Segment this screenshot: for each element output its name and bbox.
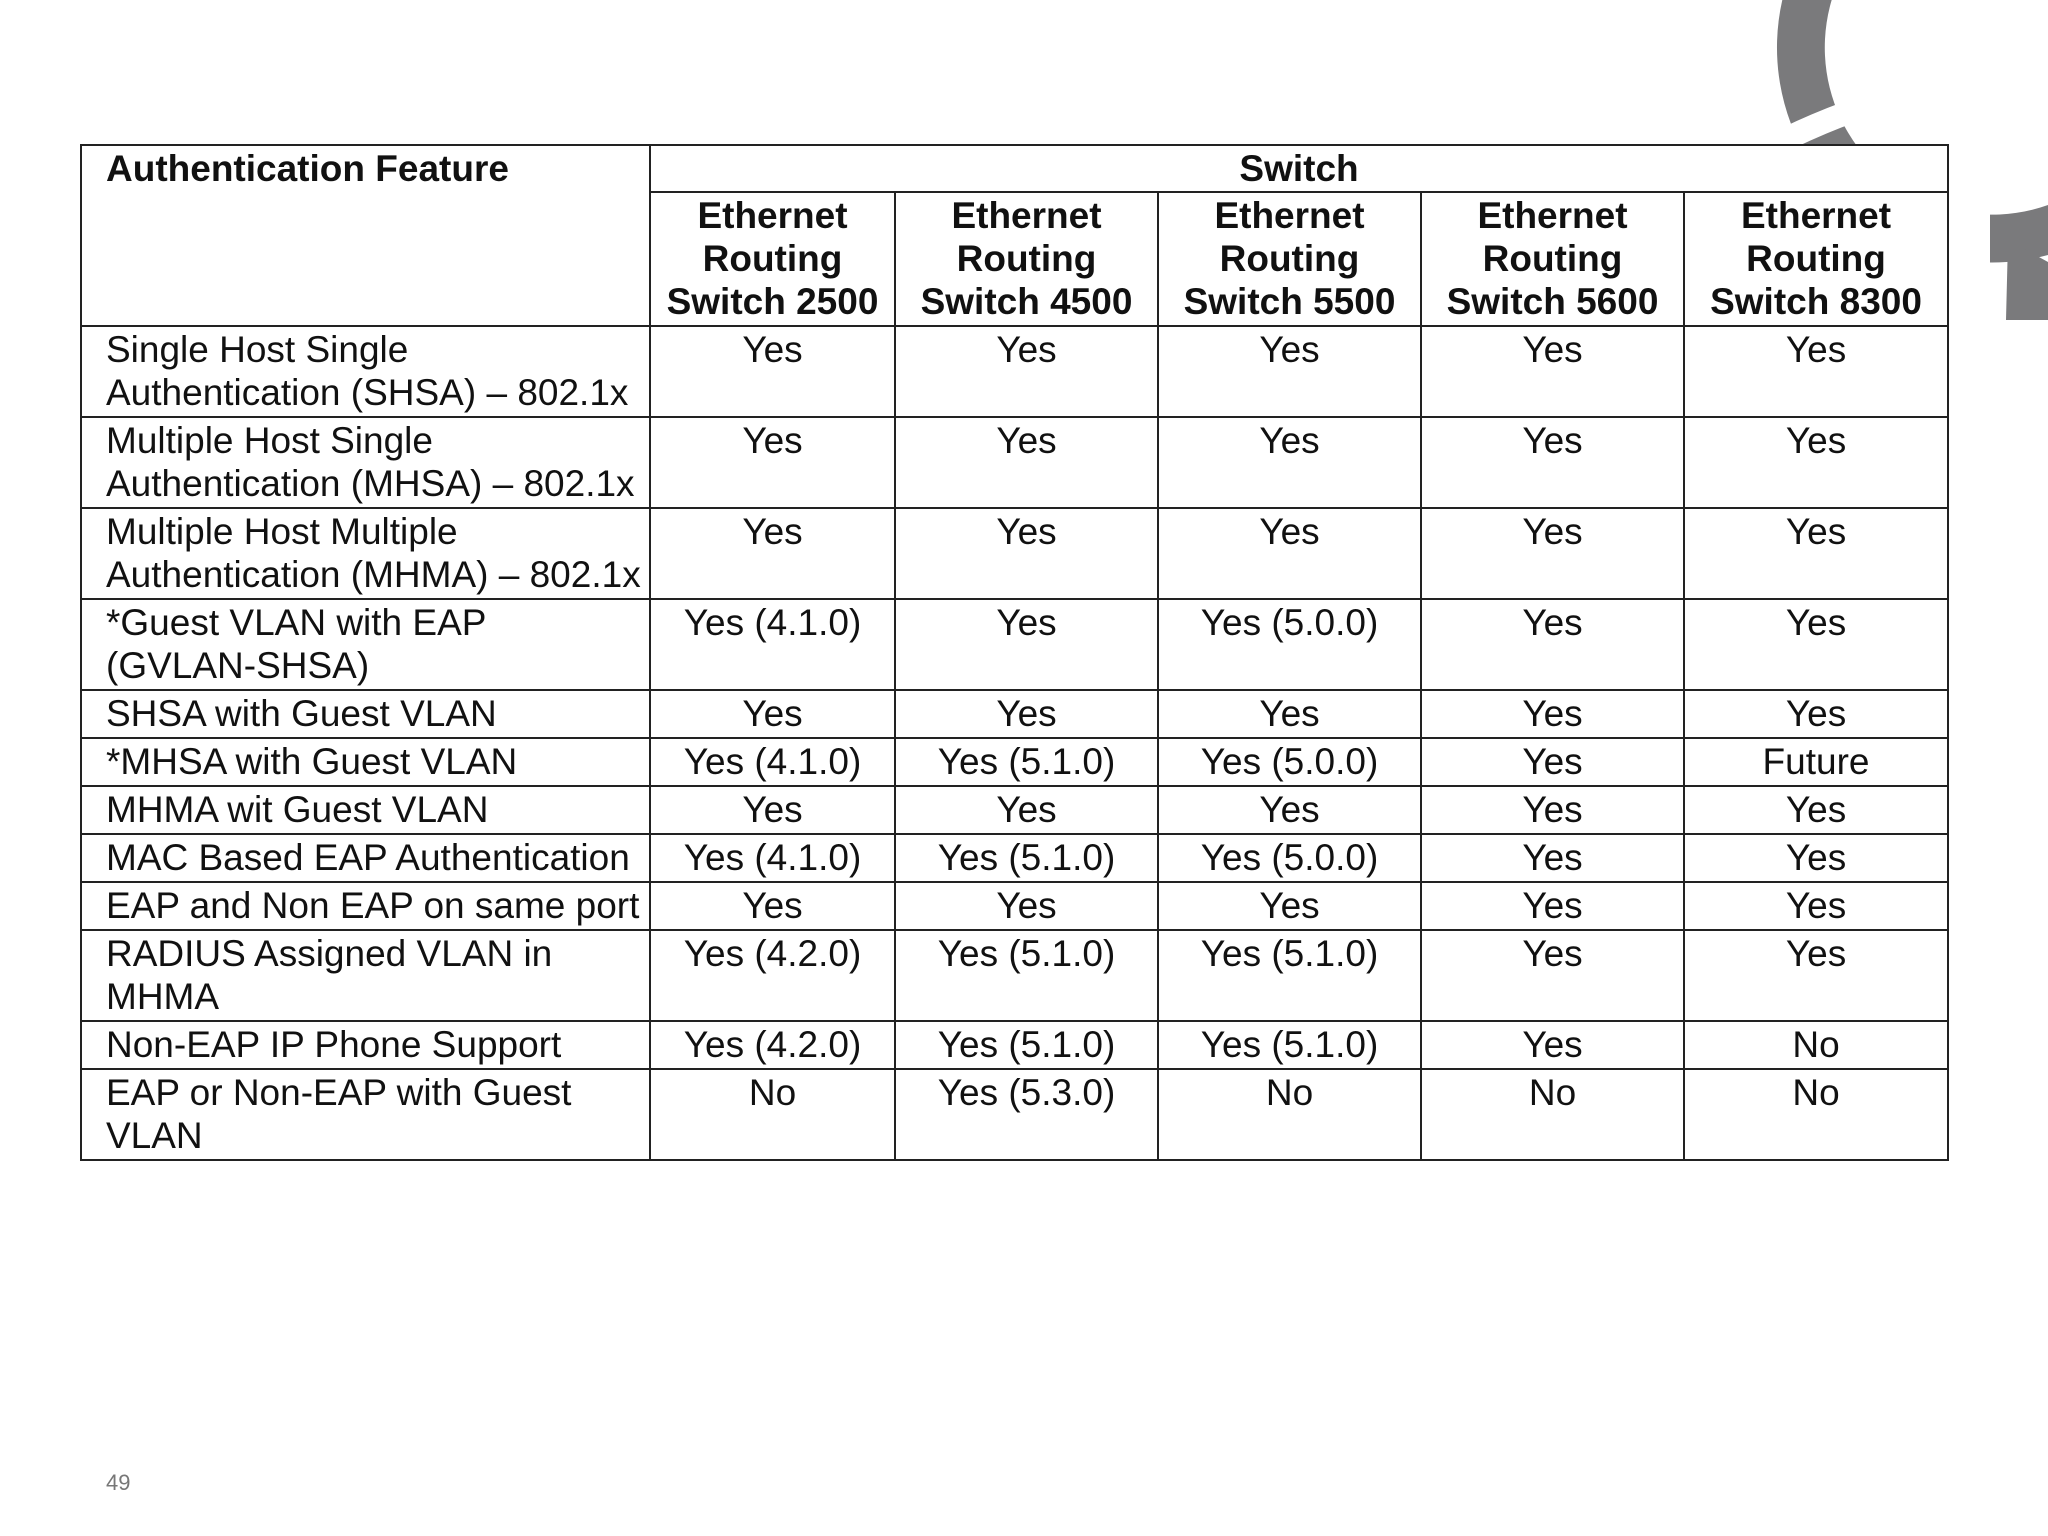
support-value-cell: Yes <box>1158 786 1421 834</box>
support-value-cell: Yes (5.1.0) <box>1158 1021 1421 1069</box>
table-row <box>81 326 1948 417</box>
support-value-cell: No <box>1158 1069 1421 1160</box>
feature-cell: EAP or Non-EAP with Guest VLAN <box>81 1069 650 1160</box>
support-value-cell: Yes <box>895 599 1158 690</box>
table-row <box>81 508 1948 599</box>
feature-cell: *MHSA with Guest VLAN <box>81 738 650 786</box>
support-value-cell: Yes <box>1158 417 1421 508</box>
support-value-cell: Yes (5.1.0) <box>895 930 1158 1021</box>
support-value-cell: No <box>1684 1021 1948 1069</box>
feature-cell: EAP and Non EAP on same port <box>81 882 650 930</box>
support-value-cell: Yes <box>1421 417 1684 508</box>
support-value-cell: Yes <box>1684 599 1948 690</box>
support-value-cell: Yes (4.2.0) <box>650 1021 895 1069</box>
feature-cell: MAC Based EAP Authentication <box>81 834 650 882</box>
table-row <box>81 690 1948 738</box>
table-row <box>81 882 1948 930</box>
support-value-cell: No <box>650 1069 895 1160</box>
switch-model-header: Ethernet Routing Switch 8300 <box>1684 192 1948 326</box>
support-value-cell: Yes (5.1.0) <box>895 834 1158 882</box>
support-value-cell: Yes <box>1421 1021 1684 1069</box>
support-value-cell: Yes (5.1.0) <box>895 1021 1158 1069</box>
table-row <box>81 930 1948 1021</box>
support-value-cell: Yes (5.0.0) <box>1158 599 1421 690</box>
switch-group-header: Switch <box>650 145 1948 192</box>
switch-model-header: Ethernet Routing Switch 4500 <box>895 192 1158 326</box>
support-value-cell: Yes <box>1421 930 1684 1021</box>
support-value-cell: Yes <box>895 690 1158 738</box>
support-value-cell: Yes <box>1684 786 1948 834</box>
support-value-cell: Yes <box>1421 738 1684 786</box>
support-value-cell: Yes <box>1158 690 1421 738</box>
support-value-cell: Yes <box>895 417 1158 508</box>
page-number: 49 <box>106 1470 131 1495</box>
authentication-feature-table-container <box>80 144 1950 1389</box>
support-value-cell: Yes <box>1158 326 1421 417</box>
support-value-cell: Yes <box>1421 882 1684 930</box>
table-row <box>81 786 1948 834</box>
feature-cell: SHSA with Guest VLAN <box>81 690 650 738</box>
support-value-cell: Yes (5.1.0) <box>895 738 1158 786</box>
support-value-cell: Yes <box>1421 834 1684 882</box>
support-value-cell: Yes <box>1421 690 1684 738</box>
switch-model-header: Ethernet Routing Switch 2500 <box>650 192 895 326</box>
support-value-cell: Yes <box>895 786 1158 834</box>
support-value-cell: Yes <box>650 690 895 738</box>
feature-cell: RADIUS Assigned VLAN in MHMA <box>81 930 650 1021</box>
support-value-cell: Yes (4.1.0) <box>650 738 895 786</box>
feature-cell: Single Host Single Authentication (SHSA) – 802.1x <box>81 326 650 417</box>
support-value-cell: Yes <box>650 786 895 834</box>
switch-model-header: Ethernet Routing Switch 5500 <box>1158 192 1421 326</box>
support-value-cell: Yes <box>1421 786 1684 834</box>
table-row <box>81 417 1948 508</box>
table-header-row <box>81 145 1948 192</box>
support-value-cell: Yes <box>1421 326 1684 417</box>
support-value-cell: Yes <box>895 882 1158 930</box>
support-value-cell: Yes <box>1158 508 1421 599</box>
support-value-cell: Yes <box>1684 417 1948 508</box>
support-value-cell: Yes <box>1684 882 1948 930</box>
support-value-cell: Yes <box>895 326 1158 417</box>
feature-cell: *Guest VLAN with EAP (GVLAN-SHSA) <box>81 599 650 690</box>
support-value-cell: Yes <box>1684 834 1948 882</box>
support-value-cell: Yes <box>1421 508 1684 599</box>
support-value-cell: Yes <box>1158 882 1421 930</box>
support-value-cell: Yes (4.2.0) <box>650 930 895 1021</box>
support-value-cell: Yes <box>1684 508 1948 599</box>
feature-column-header: Authentication Feature <box>81 145 650 326</box>
support-value-cell: Yes <box>1684 690 1948 738</box>
table-row <box>81 1069 1948 1160</box>
support-value-cell: Yes (5.0.0) <box>1158 834 1421 882</box>
support-value-cell: Yes <box>895 508 1158 599</box>
support-value-cell: Yes (5.0.0) <box>1158 738 1421 786</box>
support-value-cell: Yes <box>650 508 895 599</box>
support-value-cell: No <box>1421 1069 1684 1160</box>
table-body <box>81 326 1948 1160</box>
table-row <box>81 834 1948 882</box>
authentication-feature-table <box>80 144 1949 1161</box>
support-value-cell: Future <box>1684 738 1948 786</box>
support-value-cell: Yes (4.1.0) <box>650 599 895 690</box>
table-row <box>81 599 1948 690</box>
feature-cell: Non-EAP IP Phone Support <box>81 1021 650 1069</box>
support-value-cell: Yes <box>650 326 895 417</box>
support-value-cell: Yes <box>650 417 895 508</box>
support-value-cell: Yes <box>1684 326 1948 417</box>
support-value-cell: Yes (5.1.0) <box>1158 930 1421 1021</box>
support-value-cell: No <box>1684 1069 1948 1160</box>
support-value-cell: Yes <box>1421 599 1684 690</box>
feature-cell: MHMA wit Guest VLAN <box>81 786 650 834</box>
support-value-cell: Yes <box>1684 930 1948 1021</box>
support-value-cell: Yes (4.1.0) <box>650 834 895 882</box>
feature-cell: Multiple Host Multiple Authentication (MHMA) – 802.1x <box>81 508 650 599</box>
switch-model-header: Ethernet Routing Switch 5600 <box>1421 192 1684 326</box>
table-row <box>81 738 1948 786</box>
table-row <box>81 1021 1948 1069</box>
feature-cell: Multiple Host Single Authentication (MHSA) – 802.1x <box>81 417 650 508</box>
support-value-cell: Yes <box>650 882 895 930</box>
support-value-cell: Yes (5.3.0) <box>895 1069 1158 1160</box>
